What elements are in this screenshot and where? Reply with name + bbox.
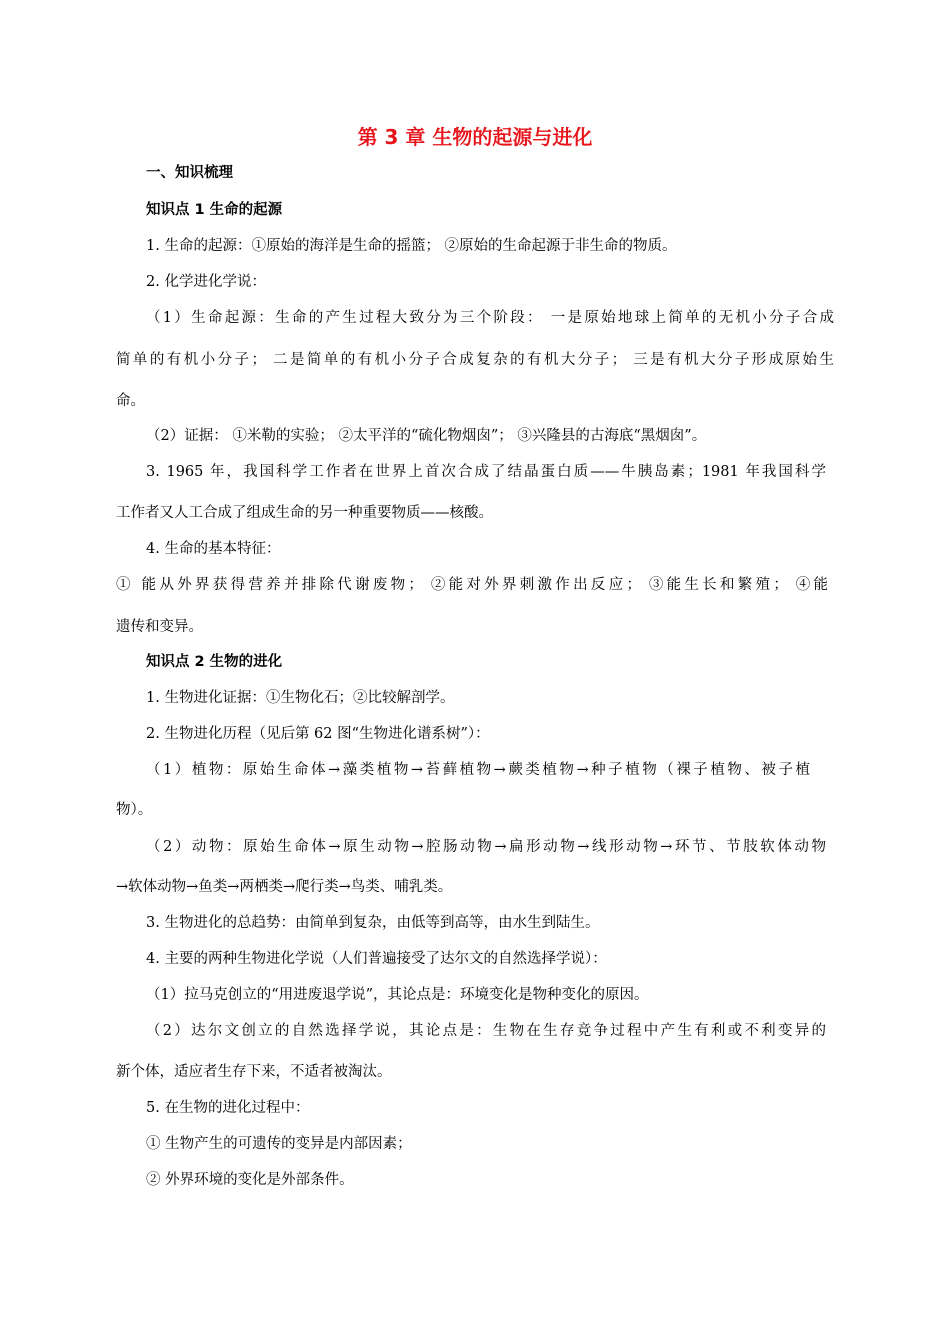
paragraph-line: 5. 在生物的进化过程中： (146, 1100, 310, 1116)
paragraph-line: 4. 生命的基本特征： (146, 541, 281, 557)
paragraph-line: 1. 生命的起源：①原始的海洋是生命的摇篮； ②原始的生命起源于非生命的物质。 (146, 238, 677, 254)
paragraph-line: （1）拉马克创立的“用进废退学说”，其论点是：环境变化是物种变化的原因。 (146, 987, 649, 1003)
paragraph-line: 2. 化学进化学说： (146, 274, 266, 290)
paragraph-line: 4. 主要的两种生物进化学说（人们普遍接受了达尔文的自然选择学说）： (146, 951, 607, 967)
paragraph-line: 1. 生物进化证据：①生物化石；②比较解剖学。 (146, 690, 455, 706)
paragraph-line: （2）证据： ①米勒的实验； ②太平洋的“硫化物烟囱”； ③兴隆县的古海底“黑烟囱”。 (146, 428, 707, 444)
paragraph-line: 遗传和变异。 (116, 619, 203, 635)
page-title: 第 3 章 生物的起源与进化 (357, 125, 593, 149)
paragraph-line: 物）。 (116, 802, 153, 818)
knowledge-point-heading: 知识点 2 生物的进化 (146, 654, 283, 670)
paragraph-line: 2. 生物进化历程（见后第 62 图“生物进化谱系树”）： (146, 726, 490, 742)
paragraph-line: ① 能从外界获得营养并排除代谢废物； ②能对外界刺激作出反应； ③能生长和繁殖； ④能 (116, 577, 828, 593)
paragraph-line: 3. 生物进化的总趋势：由简单到复杂，由低等到高等，由水生到陆生。 (146, 915, 600, 931)
paragraph-line: ① 生物产生的可遗传的变异是内部因素； (146, 1136, 412, 1152)
paragraph-line: 3. 1965 年，我国科学工作者在世界上首次合成了结晶蛋白质——牛胰岛素；1981 年我国科学 (146, 464, 826, 480)
paragraph-line: ② 外界环境的变化是外部条件。 (146, 1172, 354, 1188)
paragraph-line: （2）动物：原始生命体→原生动物→腔肠动物→扁形动物→线形动物→环节、节肢软体动物 (146, 839, 826, 855)
paragraph-line: （2）达尔文创立的自然选择学说，其论点是：生物在生存竞争过程中产生有利或不利变异的 (146, 1023, 826, 1039)
paragraph-line: 工作者又人工合成了组成生命的另一种重要物质——核酸。 (116, 505, 493, 521)
knowledge-point-heading: 知识点 1 生命的起源 (146, 202, 283, 218)
paragraph-line: （1）生命起源：生命的产生过程大致分为三个阶段： 一是原始地球上简单的无机小分子合成 (146, 310, 834, 326)
section-heading: 一、知识梳理 (146, 165, 233, 181)
paragraph-line: 简单的有机小分子； 二是简单的有机小分子合成复杂的有机大分子； 三是有机大分子形成原始生 (116, 352, 834, 368)
paragraph-line: （1）植物：原始生命体→藻类植物→苔藓植物→蕨类植物→种子植物（裸子植物、被子植 (146, 762, 810, 778)
paragraph-line: →软体动物→鱼类→两栖类→爬行类→鸟类、哺乳类。 (116, 879, 453, 895)
paragraph-line: 新个体，适应者生存下来，不适者被淘汰。 (116, 1064, 392, 1080)
paragraph-line: 命。 (116, 393, 145, 409)
